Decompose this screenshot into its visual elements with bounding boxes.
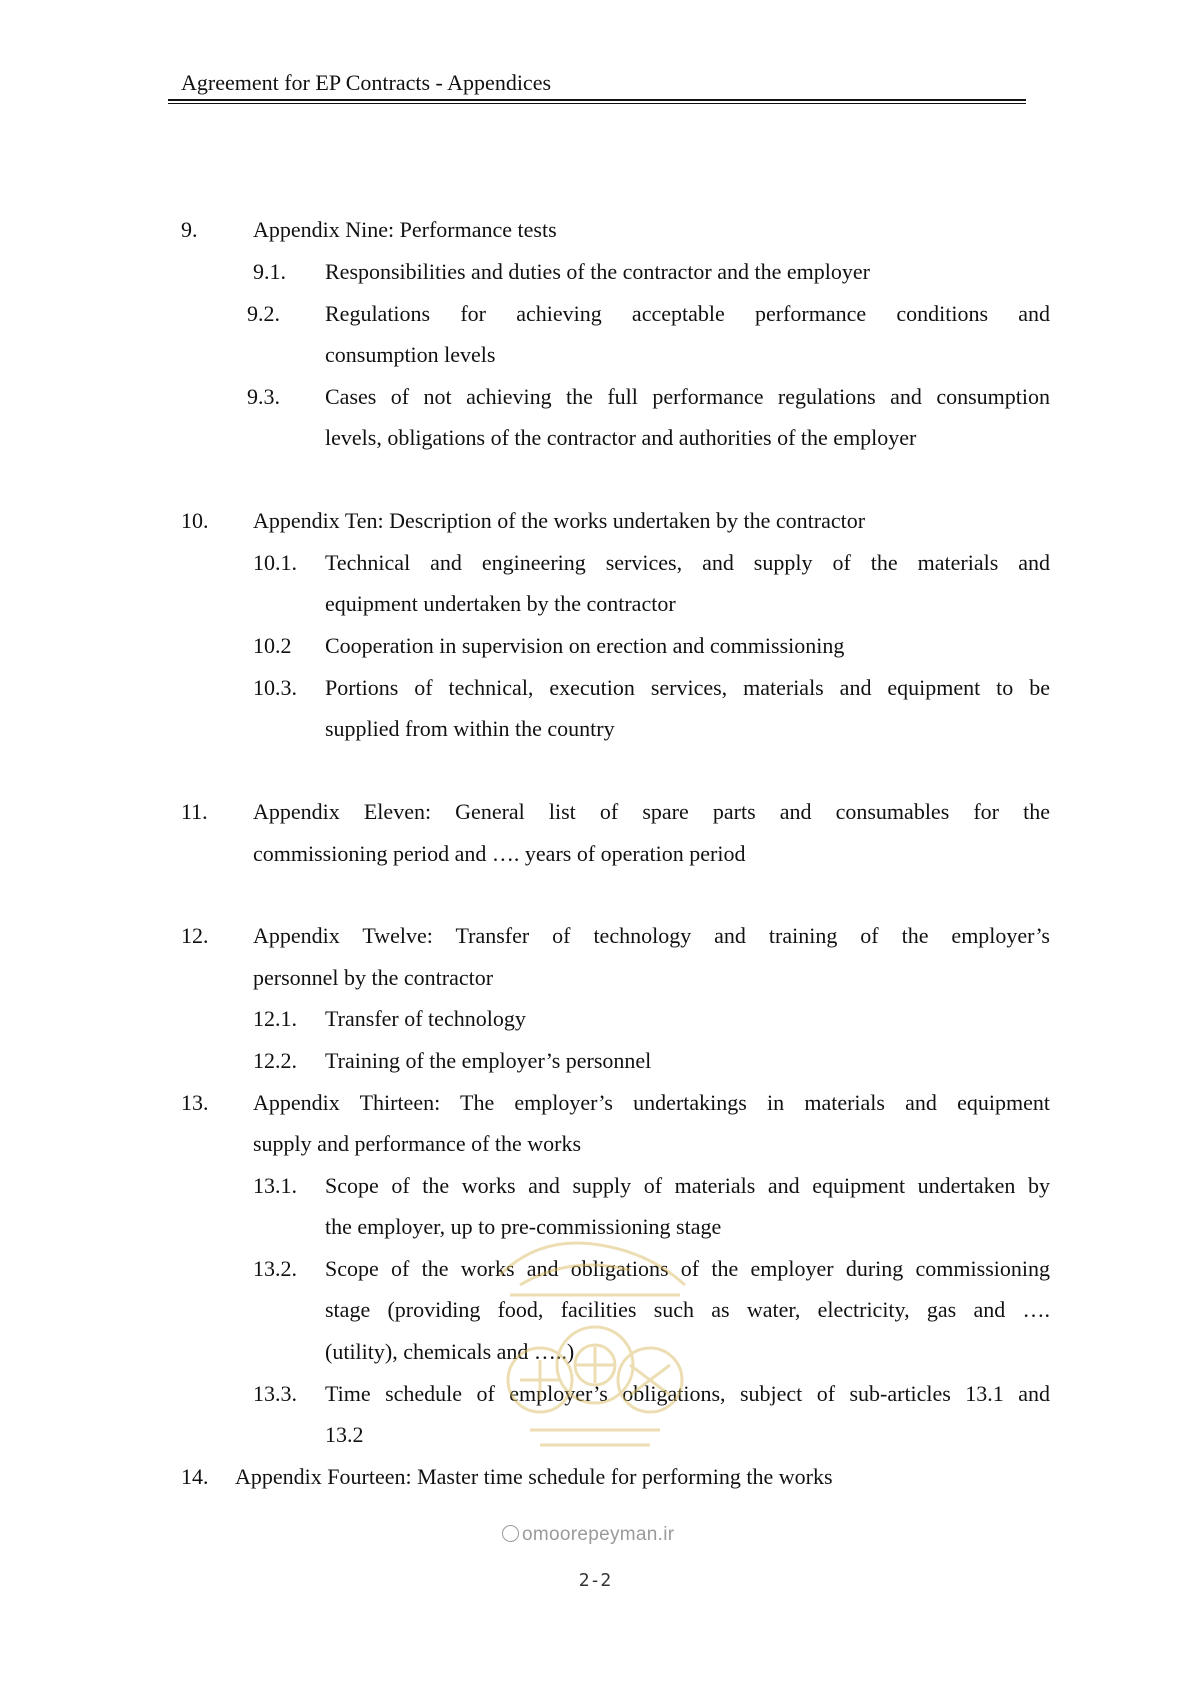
appendix-number: 9. bbox=[181, 217, 198, 242]
appendix-title: Appendix Eleven: General list of spare parts and consumables for the bbox=[253, 799, 1050, 824]
header-rule-thin bbox=[168, 103, 1026, 104]
sub-item-text: (utility), chemicals and …..) bbox=[325, 1339, 575, 1364]
scales-gear-emblem-icon bbox=[480, 1215, 710, 1455]
sub-item-text: Responsibilities and duties of the contractor and the employer bbox=[325, 259, 870, 284]
sub-item-text: Portions of technical, execution services, materials and equipment to be bbox=[325, 675, 1050, 700]
sub-item-text: consumption levels bbox=[325, 342, 496, 367]
sub-item-text: Transfer of technology bbox=[325, 1006, 526, 1031]
appendix-number: 12. bbox=[181, 923, 209, 948]
appendix-title: Appendix Fourteen: Master time schedule for performing the works bbox=[235, 1464, 833, 1489]
sub-item-text: levels, obligations of the contractor and authorities of the employer bbox=[325, 425, 917, 450]
watermark-site bbox=[502, 1524, 674, 1546]
sub-item-number: 13.2. bbox=[253, 1256, 297, 1281]
sub-item-text: Scope of the works and obligations of the employer during commissioning bbox=[325, 1256, 1050, 1281]
sub-item-text: supplied from within the country bbox=[325, 716, 615, 741]
sub-item-number: 13.3. bbox=[253, 1381, 297, 1406]
sub-item-number: 13.1. bbox=[253, 1173, 297, 1198]
sub-item-number: 10.3. bbox=[253, 675, 297, 700]
sub-item-text: Time schedule of employer’s obligations, subject of sub-articles 13.1 and bbox=[325, 1381, 1050, 1406]
appendix-title: personnel by the contractor bbox=[253, 965, 494, 990]
sub-item-text: 13.2 bbox=[325, 1422, 364, 1447]
appendix-title: commissioning period and …. years of operation period bbox=[253, 841, 746, 866]
sub-item-text: Training of the employer’s personnel bbox=[325, 1048, 652, 1073]
sub-item-number: 10.2 bbox=[253, 633, 292, 658]
sub-item-number: 10.1. bbox=[253, 550, 297, 575]
sub-item-text: equipment undertaken by the contractor bbox=[325, 591, 676, 616]
appendix-title: Appendix Twelve: Transfer of technology and training of the employer’s bbox=[253, 923, 1050, 948]
sub-item-text: Scope of the works and supply of materials and equipment undertaken by bbox=[325, 1173, 1050, 1198]
sub-item-text: Technical and engineering services, and supply of the materials and bbox=[325, 550, 1050, 575]
sub-item-number: 9.2. bbox=[247, 301, 280, 326]
sub-item-text: stage (providing food, facilities such as water, electricity, gas and …. bbox=[325, 1297, 1050, 1322]
appendix-title: supply and performance of the works bbox=[253, 1131, 582, 1156]
appendix-number: 11. bbox=[181, 799, 208, 824]
appendix-title: Appendix Thirteen: The employer’s undertakings in materials and equipment bbox=[253, 1090, 1050, 1115]
sub-item-text: the employer, up to pre-commissioning stage bbox=[325, 1214, 722, 1239]
page-number: 2-2 bbox=[578, 1570, 612, 1591]
appendix-title: Appendix Ten: Description of the works undertaken by the contractor bbox=[253, 508, 866, 533]
appendix-number: 13. bbox=[181, 1090, 209, 1115]
globe-icon bbox=[502, 1525, 519, 1542]
header-title: Agreement for EP Contracts - Appendices bbox=[181, 70, 552, 95]
appendix-number: 14. bbox=[181, 1464, 209, 1489]
sub-item-number: 9.3. bbox=[247, 384, 280, 409]
appendix-title: Appendix Nine: Performance tests bbox=[253, 217, 557, 242]
sub-item-number: 12.1. bbox=[253, 1006, 297, 1031]
sub-item-number: 9.1. bbox=[253, 259, 286, 284]
sub-item-text: Regulations for achieving acceptable performance conditions and bbox=[325, 301, 1050, 326]
watermark-site-text: omoorepeyman.ir bbox=[522, 1524, 675, 1545]
header-rule bbox=[168, 99, 1026, 101]
sub-item-number: 12.2. bbox=[253, 1048, 297, 1073]
appendix-number: 10. bbox=[181, 508, 209, 533]
sub-item-text: Cases of not achieving the full performance regulations and consumption bbox=[325, 384, 1050, 409]
sub-item-text: Cooperation in supervision on erection and commissioning bbox=[325, 633, 845, 658]
